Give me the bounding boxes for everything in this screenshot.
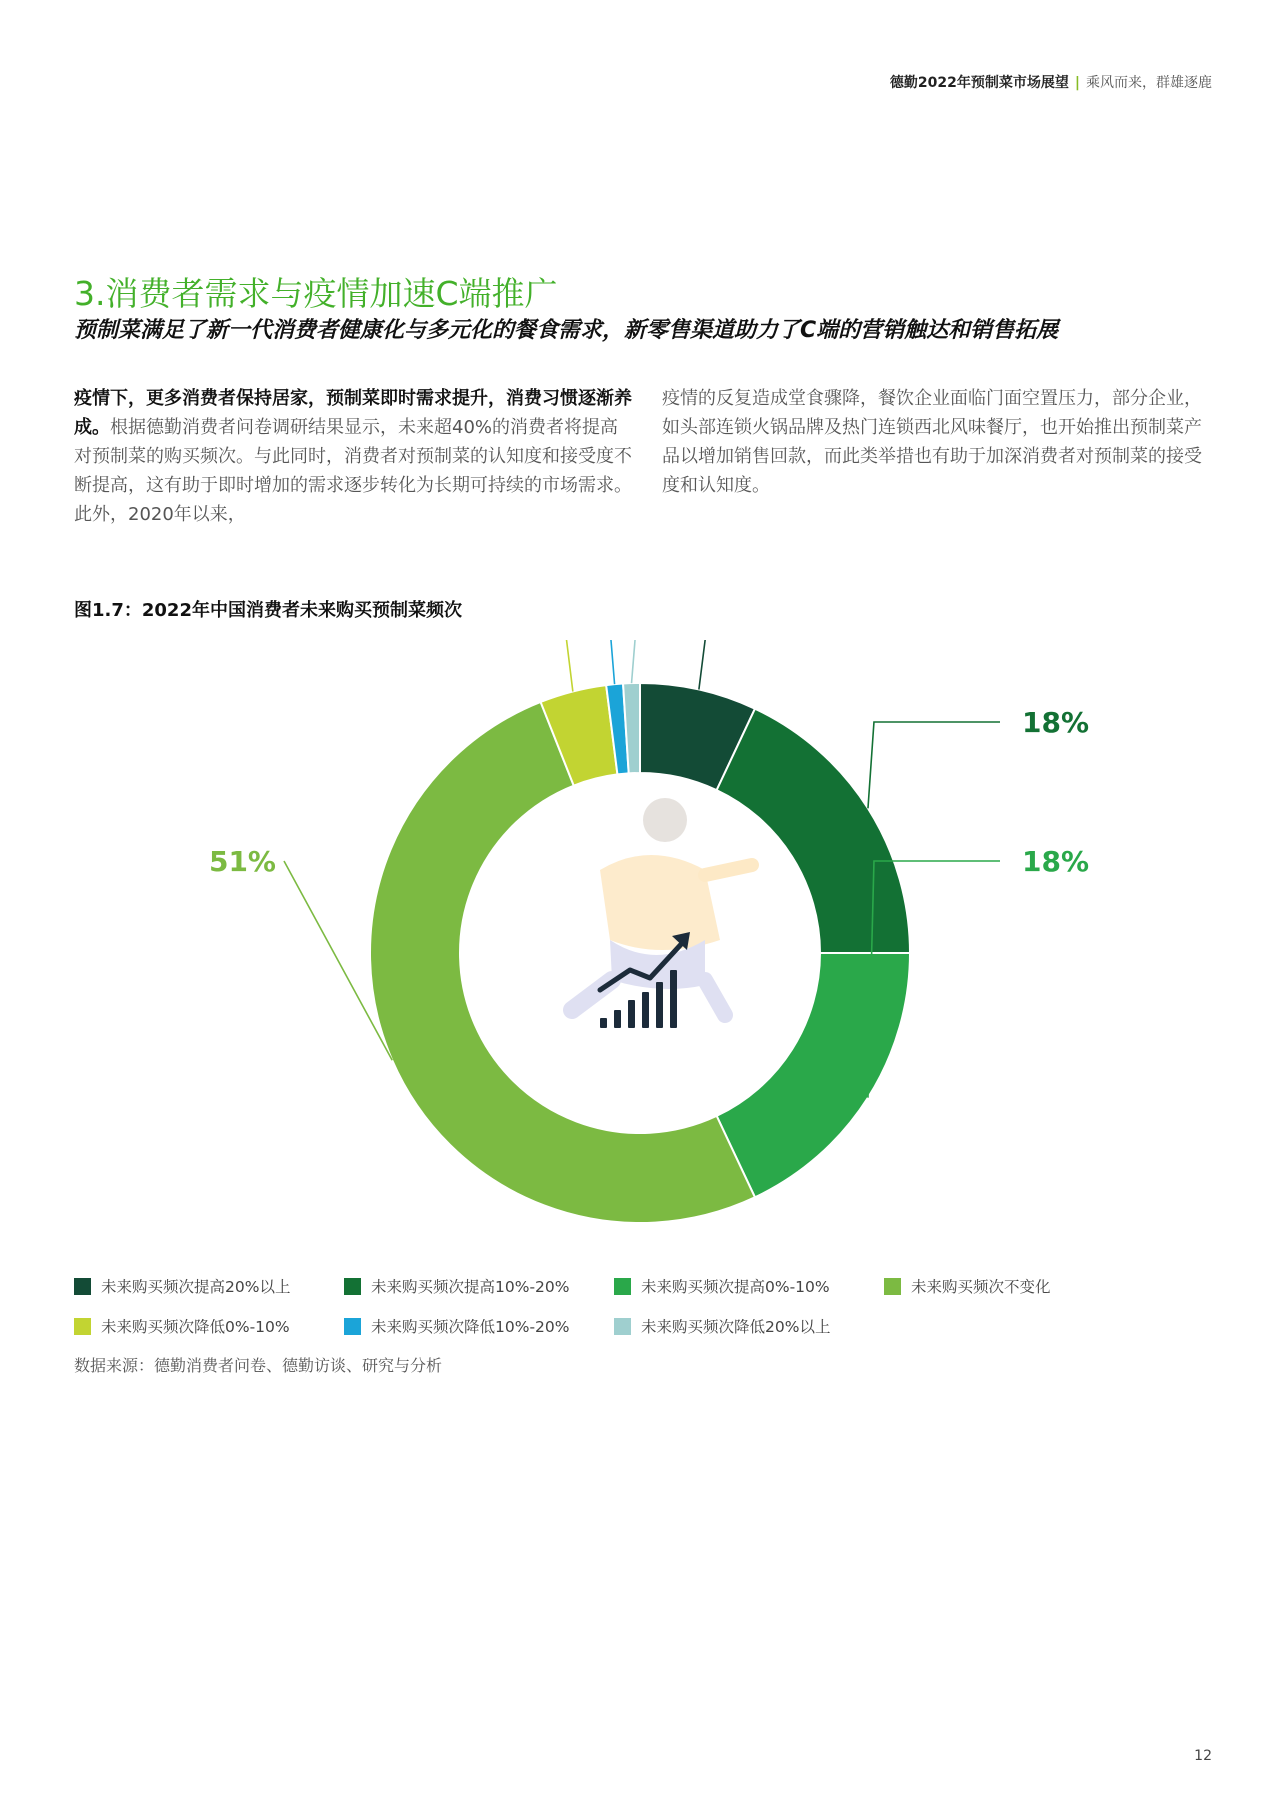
slice-label: 18% <box>1022 845 1090 878</box>
legend-row-2 <box>74 1306 1214 1346</box>
legend-item <box>884 1275 1154 1297</box>
legend-item <box>344 1275 614 1297</box>
page-number: 12 <box>1194 1748 1212 1764</box>
body-column-left <box>74 384 634 529</box>
legend-item <box>74 1275 344 1297</box>
legend-swatch <box>614 1278 631 1295</box>
legend-swatch <box>884 1278 901 1295</box>
section-title: 3.消费者需求与疫情加速C端推广 <box>74 274 558 313</box>
legend-swatch <box>74 1318 91 1335</box>
growth-chart-icon <box>572 798 752 1028</box>
leader-line <box>699 640 1004 690</box>
slice-label: 18% <box>1022 706 1090 739</box>
donut-slice <box>717 953 910 1197</box>
legend-item <box>344 1315 614 1337</box>
page-header <box>890 72 1212 92</box>
lead-sentence: 疫情下，更多消费者保持居家，预制菜即时需求提升，消费习惯逐渐养成。 <box>74 388 632 438</box>
legend-label: 未来购买频次不变化 <box>911 1278 1051 1296</box>
data-source: 数据来源：德勤消费者问卷、德勤访谈、研究与分析 <box>74 1356 443 1375</box>
legend-swatch <box>344 1318 361 1335</box>
chart-legend <box>74 1266 1214 1346</box>
leader-line <box>264 640 573 691</box>
figure-title: 图1.7：2022年中国消费者未来购买预制菜频次 <box>74 600 462 621</box>
left-paragraph: 根据德勤消费者问卷调研结果显示，未来超40%的消费者将提高对预制菜的购买频次。与此同时，消费者对预制菜的认知度和接受度不断提高，这有助于即时增加的需求逐步转化为长期可持续的市场需求。此外，2020年以来， <box>74 417 632 525</box>
legend-item <box>614 1275 884 1297</box>
body-column-right <box>662 384 1210 500</box>
legend-label: 未来购买频次提高0%-10% <box>641 1278 830 1296</box>
report-tagline: 乘风而来，群雄逐鹿 <box>1086 75 1212 91</box>
section-subtitle: 预制菜满足了新一代消费者健康化与多元化的餐食需求，新零售渠道助力了C端的营销触达和销售拓展 <box>74 318 1059 343</box>
legend-swatch <box>74 1278 91 1295</box>
legend-label: 未来购买频次降低10%-20% <box>371 1318 570 1336</box>
donut-chart-svg <box>0 640 1280 1260</box>
leader-line <box>264 640 615 684</box>
legend-label: 未来购买频次提高10%-20% <box>371 1278 570 1296</box>
leader-line <box>632 640 1018 683</box>
donut-chart <box>0 640 1280 1260</box>
legend-label: 未来购买频次降低0%-10% <box>101 1318 290 1336</box>
legend-row-1 <box>74 1266 1214 1306</box>
legend-item <box>74 1315 344 1337</box>
right-paragraph: 疫情的反复造成堂食骤降，餐饮企业面临门面空置压力，部分企业，如头部连锁火锅品牌及热门连锁西北风味餐厅，也开始推出预制菜产品以增加销售回款，而此类举措也有助于加深消费者对预制菜的接受度和认知度。 <box>662 388 1202 496</box>
report-title: 德勤2022年预制菜市场展望 <box>889 75 1069 91</box>
legend-item <box>614 1315 884 1337</box>
leader-line <box>868 722 1000 808</box>
slice-label: 51% <box>208 845 276 878</box>
legend-swatch <box>614 1318 631 1335</box>
donut-slice <box>717 709 910 953</box>
legend-swatch <box>344 1278 361 1295</box>
legend-label: 未来购买频次降低20%以上 <box>641 1318 831 1336</box>
legend-label: 未来购买频次提高20%以上 <box>101 1278 291 1296</box>
header-separator: | <box>1074 75 1080 91</box>
